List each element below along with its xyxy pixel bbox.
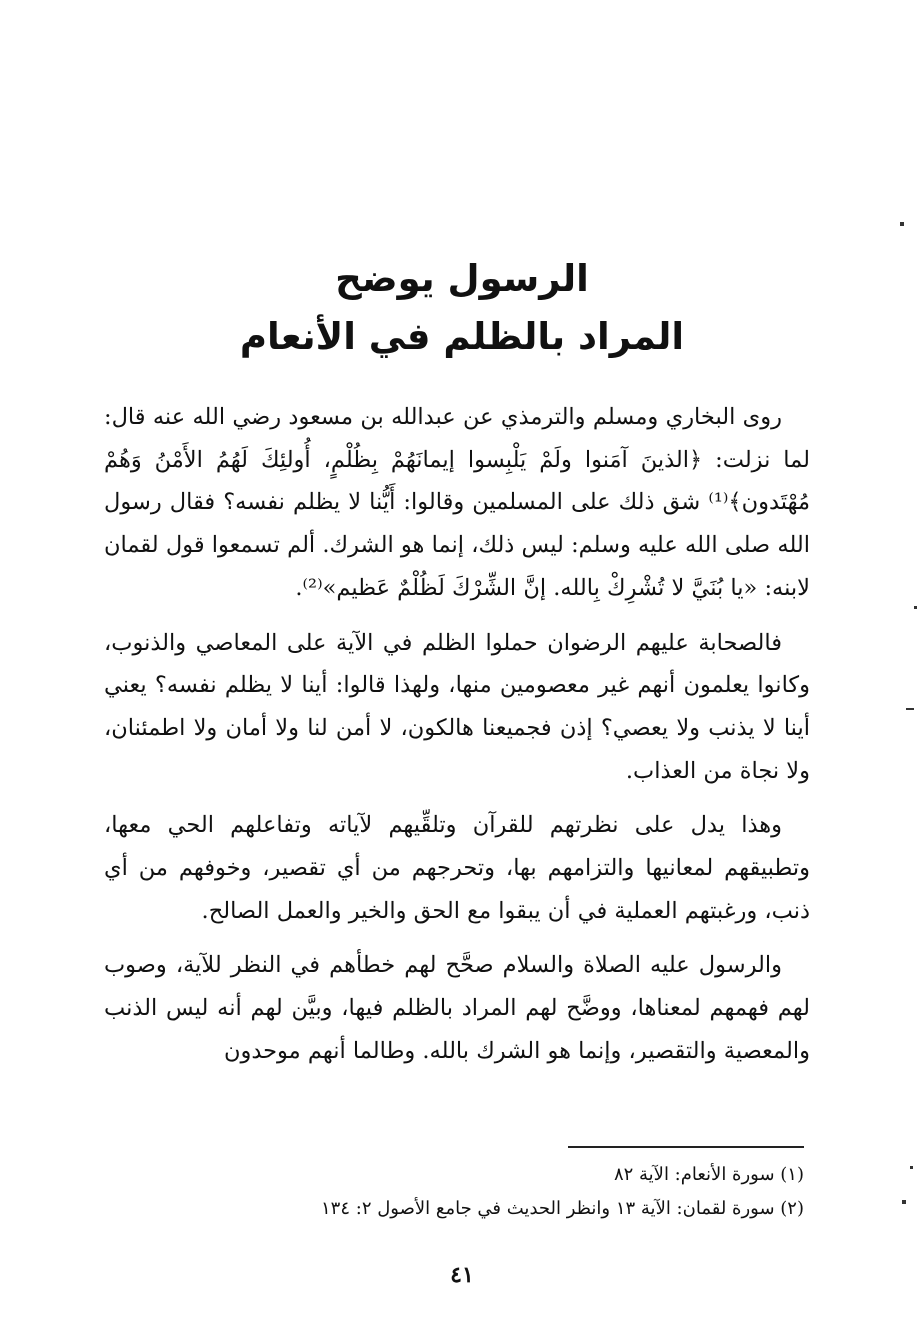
paragraph-2: فالصحابة عليهم الرضوان حملوا الظلم في الآية على المعاصي والذنوب، وكانوا يعلمون أنهم غير معصومين منها، ولهذا قالوا: أينا لا يظلم نفسه؟ يعني أينا لا يذنب ولا يعصي؟ إذن فجميعنا هالكون، لا أمن لنا ولا أمان ولا اطمئنان، ولا نجاة من العذاب. [104,629,810,784]
footnote-2: (٢) سورة لقمان: الآية ١٣ وانظر الحديث في جامع الأصول ٢: ١٣٤ [321,1198,804,1219]
footnotes [200,1158,804,1226]
scan-edge-mark [914,606,917,609]
chapter-title-line-2: المراد بالظلم في الأنعام [239,315,685,358]
footnote-1: (١) سورة الأنعام: الآية ٨٢ [613,1164,804,1185]
page-number: ٤١ [450,1262,474,1288]
footnote-divider [568,1146,804,1148]
body-text [104,396,810,1085]
chapter-title [100,250,824,366]
paragraph-3: وهذا يدل على نظرتهم للقرآن وتلقِّيهم لآياته وتفاعلهم الحي معها، وتطبيقهم لمعانيها والتزامهم بها، وتحرجهم من أي تقصير، وخوفهم من أي ذنب، ورغبتهم العملية في أن يبقوا مع الحق والخير والعمل الصالح. [104,812,810,924]
paragraph-1: روى البخاري ومسلم والترمذي عن عبدالله بن مسعود رضي الله عنه قال: لما نزلت: ﴿الذينَ آمَنوا ولَمْ يَلْبِسوا إيمانَهُمْ بِظُلْمٍ، أُولئِكَ لَهُمُ الأَمْنُ وَهُمْ مُهْتَدون﴾⁽¹⁾ شق ذلك على المسلمين وقالوا: أَيُّنا لا يظلم نفسه؟ فقال رسول الله صلى الله عليه وسلم: ليس ذلك، إنما هو الشرك. ألم تسمعوا قول لقمان لابنه: «يا بُنَيَّ لا تُشْرِكْ بِالله. إنَّ الشِّرْكَ لَظُلْمٌ عَظيم»⁽²⁾. [104,404,810,601]
paragraph-4: والرسول عليه الصلاة والسلام صحَّح لهم خطأهم في النظر للآية، وصوب لهم فهمهم لمعناها، ووضَّح لهم المراد بالظلم فيها، وبيَّن لهم أنه ليس الذنب والمعصية والتقصير، وإنما هو الشرك بالله. وطالما أنهم موحدون [104,952,810,1064]
scan-edge-mark [902,1200,906,1204]
scan-edge-mark [910,1166,913,1169]
scan-edge-mark [900,222,904,226]
scan-edge-mark [906,708,914,710]
chapter-title-line-1: الرسول يوضح [335,257,589,300]
